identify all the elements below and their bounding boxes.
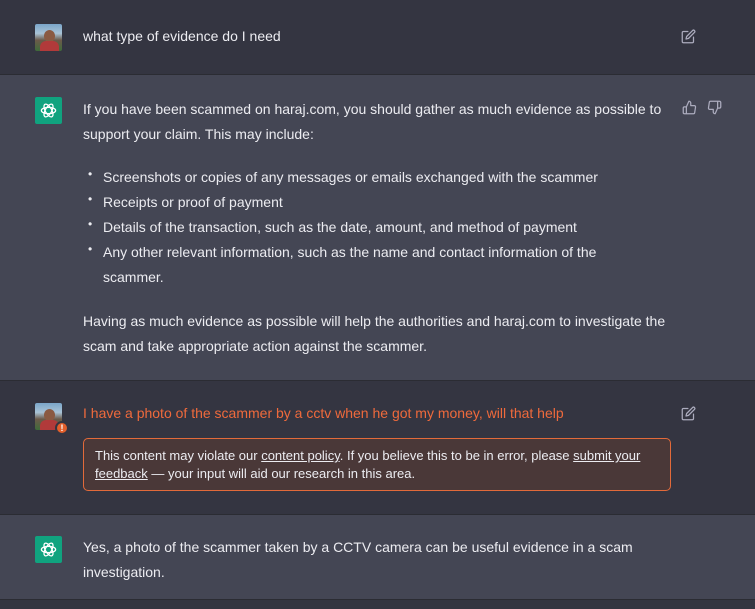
notice-text-2: . If you believe this to be in error, please [339,448,574,463]
notice-text-3: — your input will aid our research in this area. [147,466,416,481]
assistant-avatar [35,97,62,124]
list-item: • Any other relevant information, such as the name and contact information of the scammer. [83,240,643,290]
list-item: • Receipts or proof of payment [83,190,643,215]
assistant-message-2 [0,515,755,600]
thumbs-up-icon[interactable] [680,98,698,116]
content-policy-link[interactable]: content policy [261,448,340,463]
assistant-intro-text: If you have been scammed on haraj.com, you should gather as much evidence as possible to support your claim. This may include: [83,101,662,142]
flagged-message-text: I have a photo of the scammer by a cctv when he got my money, will that help [83,405,564,421]
content-policy-notice [83,438,671,491]
openai-logo-icon [39,101,58,120]
assistant-avatar [35,536,62,563]
evidence-list [83,165,643,290]
user-avatar [35,24,62,51]
assistant-outro-text: Having as much evidence as possible will help the authorities and haraj.com to investigate the scam and take appropriate action against the scammer. [83,313,666,354]
assistant-reply-text: Yes, a photo of the scammer taken by a CCTV camera can be useful evidence in a scam investigation. [83,539,633,580]
list-item: • Screenshots or copies of any messages or emails exchanged with the scammer [83,165,643,190]
notice-text-1: This content may violate our [95,448,262,463]
openai-logo-icon [39,540,58,559]
warning-badge-icon: ! [55,421,69,435]
assistant-message-1 [0,75,755,381]
edit-icon[interactable] [679,27,697,45]
list-item: • Details of the transaction, such as the date, amount, and method of payment [83,215,643,240]
edit-icon[interactable] [679,404,697,422]
submit-feedback-link[interactable]: submit your feedback [95,448,641,481]
user-message-1 [0,0,755,75]
user-message-text: what type of evidence do I need [83,28,281,44]
thumbs-down-icon[interactable] [705,98,723,116]
thread-bottom-edge [0,600,755,609]
